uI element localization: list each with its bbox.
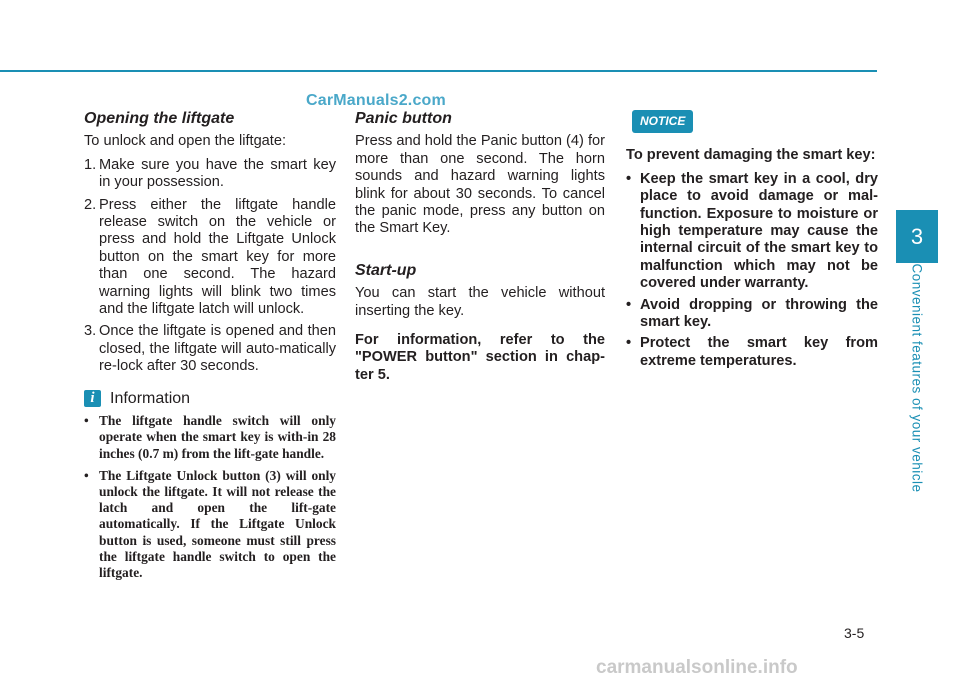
information-title: Information xyxy=(110,389,191,407)
info-icon: i xyxy=(84,390,101,407)
notice-intro: To prevent damaging the smart key: xyxy=(626,147,876,164)
notice-badge: NOTICE xyxy=(632,110,693,133)
liftgate-intro: To unlock and open the liftgate: xyxy=(84,133,287,150)
notice-text: Keep the smart key in a cool, dry place to avoid damage or mal-function. Exposure to moisture or high temperature may cause the internal circuit of the smart key to malfunction which may not be covered under warranty. xyxy=(640,170,878,292)
step-text: Press either the liftgate handle release switch on the vehicle or press and hold the Liftgate Unlock button on the smart key for more than one second. The hazard warning lights will blink two times and the liftgate latch will unlock. xyxy=(99,196,336,318)
column-left xyxy=(84,110,336,587)
bullet-icon: • xyxy=(84,467,89,483)
section-heading-liftgate: Opening the liftgate xyxy=(84,110,235,127)
liftgate-steps xyxy=(84,157,336,376)
notice-list xyxy=(626,171,878,370)
step-text: Once the liftgate is opened and then closed, the liftgate will auto-matically re-lock after 30 seconds. xyxy=(99,323,336,375)
notice-text: Protect the smart key from extreme temperatures. xyxy=(640,335,878,369)
spacer xyxy=(355,244,605,262)
step-text: Make sure you have the smart key in your possession. xyxy=(99,156,336,191)
chapter-label: Convenient features of your vehicle xyxy=(909,263,925,493)
column-right xyxy=(626,110,878,374)
panic-text: Press and hold the Panic button (4) for more than one second. The horn sounds and hazard warning lights blink for about 30 seconds. To cancel the panic mode, press any button on the Smart Key. xyxy=(355,133,605,237)
page-number: 3-5 xyxy=(844,625,865,641)
list-item xyxy=(84,413,336,462)
list-item xyxy=(84,323,336,375)
bullet-icon: • xyxy=(626,296,632,313)
information-list xyxy=(84,413,336,581)
column-middle xyxy=(355,110,605,390)
header-rule xyxy=(0,70,877,72)
list-item xyxy=(84,197,336,319)
list-item xyxy=(84,468,336,581)
chapter-tab: 3 xyxy=(896,210,938,263)
notice-text: Avoid dropping or throwing the smart key. xyxy=(640,296,878,331)
list-item xyxy=(626,171,878,293)
section-heading-panic: Panic button xyxy=(355,110,452,127)
list-item xyxy=(626,335,878,370)
step-number: 1. xyxy=(84,156,97,173)
list-item xyxy=(84,157,336,192)
information-header xyxy=(84,390,336,407)
step-number: 3. xyxy=(84,323,97,340)
section-heading-startup: Start-up xyxy=(355,261,417,279)
startup-reference: For information, refer to the "POWER button" section in chap-ter 5. xyxy=(355,332,605,383)
bullet-icon: • xyxy=(84,413,89,429)
list-item xyxy=(626,297,878,332)
watermark-logo[interactable]: CarManuals2.com xyxy=(306,92,446,109)
step-number: 2. xyxy=(84,196,97,213)
info-text: The Liftgate Unlock button (3) will only unlock the liftgate. It will not release the latch and open the lift-gate automatically. If the Liftgate Unlock button is used, someone must still press the liftgate handle switch to open the liftgate. xyxy=(99,467,336,580)
bullet-icon: • xyxy=(626,170,632,187)
bullet-icon: • xyxy=(626,335,632,352)
watermark-footer[interactable]: carmanualsonline.info xyxy=(596,657,798,678)
startup-text: You can start the vehicle without inserting the key. xyxy=(355,285,605,319)
info-text: The liftgate handle switch will only operate when the smart key is with-in 28 inches (0.7 m) from the lift-gate handle. xyxy=(99,413,336,461)
